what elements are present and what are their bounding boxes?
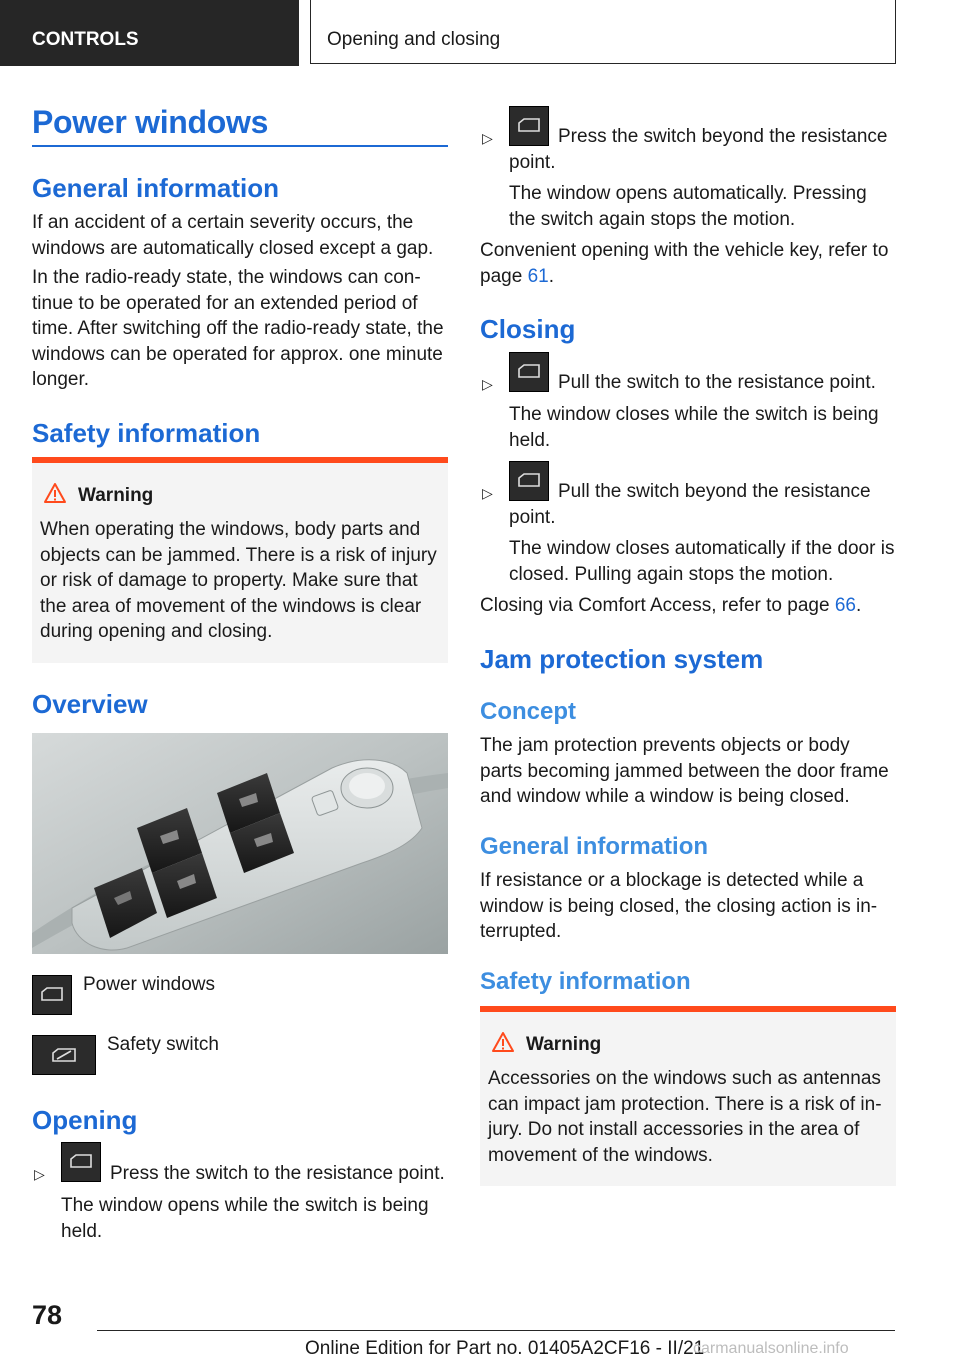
- comfort-access-text: Closing via Comfort Access, refer to page 66.: [480, 595, 862, 616]
- warning-title: [78, 485, 440, 507]
- jam-warning-title: [526, 1034, 888, 1056]
- title-rule: [32, 145, 448, 147]
- page-title: Power windows: [32, 104, 269, 140]
- concept-heading: Concept: [480, 698, 576, 725]
- header-section-label: CONTROLS: [32, 29, 139, 50]
- warning-text: When operating the windows, body parts and objects can be jammed. There is a risk of injury or risk of damage to property. Make sure that the area of movement of the windows is clear during opening and closing.: [40, 519, 437, 642]
- header-title: [310, 0, 896, 64]
- window-switch-icon: [32, 975, 72, 1015]
- opening-item2-a: Press the switch beyond the resistance point.: [509, 126, 888, 173]
- jam-general-text: If resistance or a blockage is detected while a window is being closed, the closing action is interrupted.: [480, 870, 878, 942]
- general-info-p2: In the radio-ready state, the windows can continue to be operated for an extended period of time. After switching off the radio-ready state, the windows can be operated for approx. one minute longer.: [32, 267, 444, 390]
- opening-item1-b: The window opens while the switch is being held.: [61, 1195, 429, 1242]
- warning-box: [32, 457, 448, 663]
- footer-rule: [97, 1330, 895, 1331]
- bullet-triangle-icon: ▷: [482, 130, 493, 146]
- general-info-p1: If an accident of a certain severity occurs, the windows are automatically closed except a gap.: [32, 212, 434, 259]
- window-switch-icon: [509, 352, 549, 392]
- jam-protection-heading: Jam protection system: [480, 644, 764, 674]
- closing-item2-b: The window closes automatically if the door is closed. Pulling again stops the motion.: [509, 538, 895, 585]
- warning-title-text: Warning: [78, 485, 154, 506]
- bullet-triangle-icon: ▷: [482, 485, 493, 501]
- footer-watermark: carmanualsonline.info: [693, 1340, 849, 1357]
- opening-heading: Opening: [32, 1105, 138, 1135]
- closing-heading: Closing: [480, 314, 576, 344]
- convenient-opening-label: Convenient opening with the vehicle key, refer to page: [480, 240, 889, 287]
- opening-item1-a: Press the switch to the resistance point.: [110, 1163, 445, 1184]
- header-section: [0, 0, 299, 66]
- page-link-66[interactable]: 66: [834, 595, 856, 616]
- page-link-61[interactable]: 61: [527, 265, 549, 287]
- overview-heading: Overview: [32, 689, 148, 719]
- jam-warning-text: Accessories on the windows such as antennas can impact jam protection. There is a risk of injury. Do not install accessories in the area of movement of the windows.: [488, 1068, 882, 1166]
- convenient-opening-text: Convenient opening with the vehicle key, refer to page 61.: [480, 240, 889, 287]
- warning-triangle-icon: [43, 482, 67, 504]
- jam-safety-heading: Safety information: [480, 968, 691, 995]
- closing-item1-a: Pull the switch to the resistance point.: [558, 372, 876, 393]
- opening-item2-b: The window opens automatically. Pressing the switch again stops the motion.: [509, 183, 867, 230]
- warning-triangle-icon: [491, 1031, 515, 1053]
- header-title-label: Opening and closing: [327, 29, 501, 50]
- bullet-triangle-icon: ▷: [34, 1166, 45, 1182]
- jam-general-heading: General information: [480, 833, 709, 860]
- footer-edition: Online Edition for Part no. 01405A2CF16 - II/21: [305, 1338, 705, 1359]
- comfort-access-label: Closing via Comfort Access, refer to page: [480, 595, 830, 616]
- page-number: 78: [32, 1300, 63, 1330]
- legend-power-windows: Power windows: [83, 974, 215, 995]
- concept-text: The jam protection prevents objects or body parts becoming jammed between the door frame and window while a window is being closed.: [480, 735, 889, 807]
- safety-info-heading: Safety information: [32, 418, 261, 448]
- jam-warning-box: [480, 1006, 896, 1186]
- closing-item1-b: The window closes while the switch is being held.: [509, 404, 879, 451]
- jam-warning-title-text: Warning: [526, 1034, 602, 1055]
- legend-safety-switch: Safety switch: [107, 1034, 219, 1055]
- bullet-triangle-icon: ▷: [482, 376, 493, 392]
- power-window-switches-photo: [32, 733, 448, 954]
- general-info-heading: General information: [32, 173, 280, 203]
- closing-item2-a: Pull the switch beyond the resistance point.: [509, 481, 871, 528]
- safety-switch-icon: [32, 1035, 96, 1075]
- window-switch-icon: [61, 1142, 101, 1182]
